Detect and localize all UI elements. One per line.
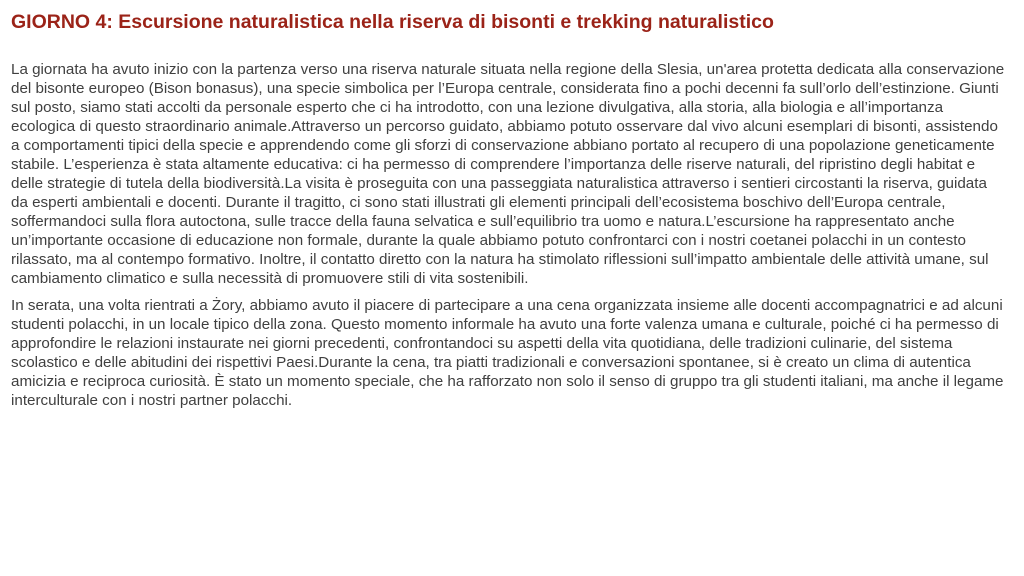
page-title: GIORNO 4: Escursione naturalistica nella riserva di bisonti e trekking naturalistico [11, 11, 774, 33]
paragraph-excursion: La giornata ha avuto inizio con la partenza verso una riserva naturale situata nella regione della Slesia, un'area protetta dedicata alla conservazione del bisonte europeo (Bison bonasus), una specie simbolica per l’Europa centrale, considerata fino a pochi decenni fa sull’orlo dell’estinzione. Giunti sul posto, siamo stati accolti da personale esperto che ci ha introdotto, con una lezione divulgativa, alla storia, alla biologia e all’importanza ecologica di questo straordinario animale.Attraverso un percorso guidato, abbiamo potuto osservare dal vivo alcuni esemplari di bisonti, assistendo a comportamenti tipici della specie e apprendendo come gli sforzi di conservazione abbiano portato al recupero di una popolazione geneticamente stabile. L’esperienza è stata altamente educativa: ci ha permesso di comprendere l’importanza delle riserve naturali, del ripristino degli habitat e delle strategie di tutela della biodiversità.La visita è proseguita con una passeggiata naturalistica attraverso i sentieri circostanti la riserva, guidata da esperti ambientali e docenti. Durante il tragitto, ci sono stati illustrati gli elementi principali dell’ecosistema boschivo dell’Europa centrale, soffermandoci sulla flora autoctona, sulle tracce della fauna selvatica e sull’equilibrio tra uomo e natura.L’escursione ha rappresentato anche un’importante occasione di educazione non formale, durante la quale abbiamo potuto confrontarci con i nostri coetanei polacchi in un contesto rilassato, ma al contempo formativo. Inoltre, il contatto diretto con la natura ha stimolato riflessioni sull’impatto ambientale delle attività umane, sul cambiamento climatico e sulla necessità di promuovere stili di vita sostenibili. [11, 61, 1005, 287]
paragraph-evening-dinner: In serata, una volta rientrati a Żory, abbiamo avuto il piacere di partecipare a una cena organizzata insieme alle docenti accompagnatrici e ad alcuni studenti polacchi, in un locale tipico della zona. Questo momento informale ha avuto una forte valenza umana e culturale, poiché ci ha permesso di approfondire le relazioni instaurate nei giorni precedenti, confrontandoci su aspetti della vita quotidiana, delle tradizioni culinarie, del sistema scolastico e delle abitudini dei rispettivi Paesi.Durante la cena, tra piatti tradizionali e conversazioni spontanee, si è creato un clima di autentica amicizia e reciproca curiosità. È stato un momento speciale, che ha rafforzato non solo il senso di gruppo tra gli studenti italiani, ma anche il legame interculturale con i nostri partner polacchi. [11, 297, 1004, 409]
